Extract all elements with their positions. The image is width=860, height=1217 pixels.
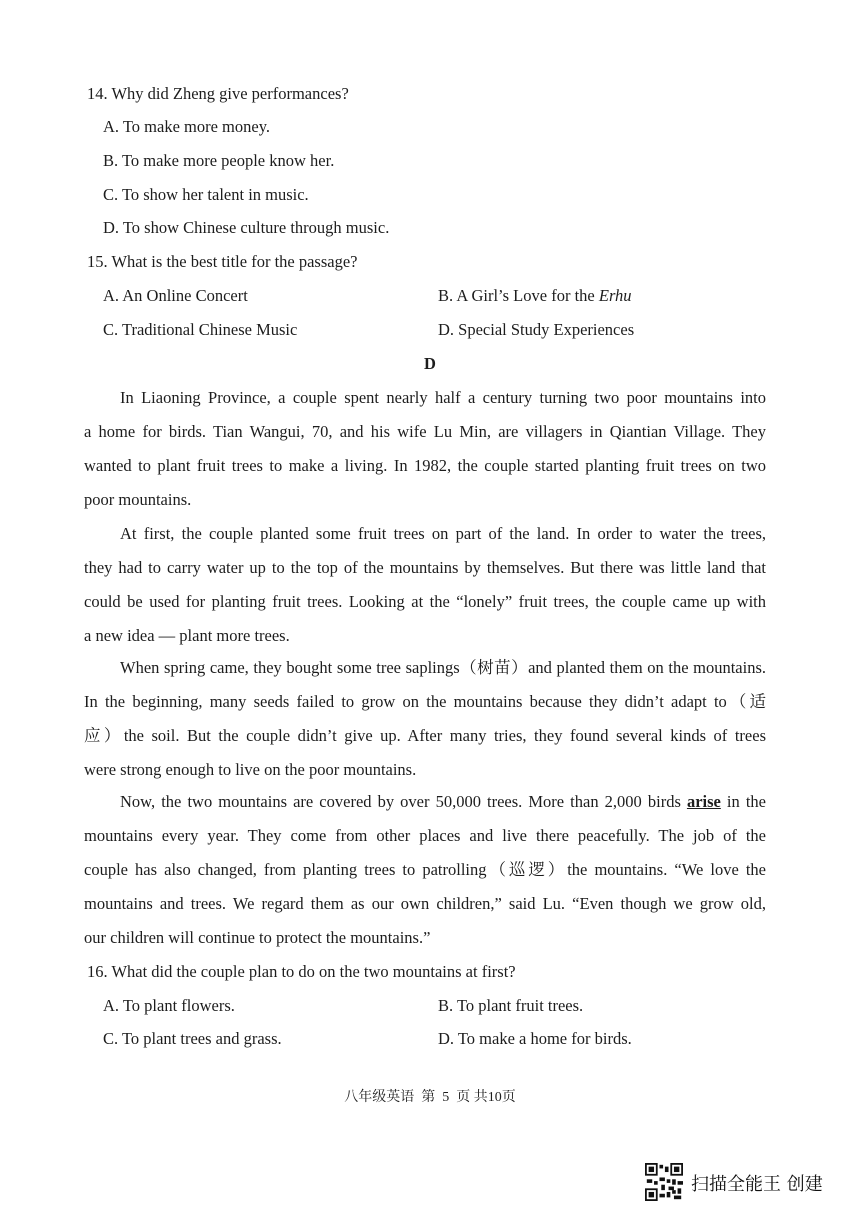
q15-option-a: A. An Online Concert	[103, 286, 248, 305]
q14-option-c: C. To show her talent in music.	[103, 185, 309, 204]
q15-option-d: D. Special Study Experiences	[438, 320, 635, 339]
passage-p3-line-1: When spring came, they bought some tree saplings（树苗）and planted them on the mountains.	[120, 658, 766, 677]
q14-option-b: B. To make more people know her.	[103, 151, 335, 170]
passage-p4-text-after: in the	[720, 792, 766, 811]
q16-option-b: B. To plant fruit trees.	[438, 996, 584, 1015]
q15-option-b-text: B. A Girl’s Love for the	[438, 286, 599, 305]
passage-p1-line-3: wanted to plant fruit trees to make a living. In 1982, the couple started planting fruit trees on two	[84, 456, 766, 475]
passage-p4-text-before: Now, the two mountains are covered by over 50,000 trees. More than 2,000 birds	[120, 792, 687, 811]
passage-p2-line-1: At first, the couple planted some fruit trees on part of the land. In order to water the trees,	[120, 524, 766, 543]
passage-p3-line-3: 应）the soil. But the couple didn’t give up. After many tries, they found several kinds of trees	[84, 726, 766, 745]
q16-option-a: A. To plant flowers.	[103, 996, 235, 1015]
page-footer: 八年级英语 第 5 页 共10页	[344, 1090, 516, 1105]
q14-option-a: A. To make more money.	[103, 117, 271, 136]
passage-p1-line-2: a home for birds. Tian Wangui, 70, and his wife Lu Min, are villagers in Qiantian Village. They	[84, 422, 766, 441]
underlined-word-arise: arise	[686, 792, 721, 811]
q16-option-d: D. To make a home for birds.	[438, 1029, 632, 1048]
passage-p4-line-1	[120, 792, 766, 812]
question-16: 16. What did the couple plan to do on the two mountains at first?	[87, 962, 516, 981]
watermark-brand: 扫描全能王 创建	[691, 1174, 823, 1195]
q15-option-b	[438, 286, 632, 306]
passage-p1-line-1: In Liaoning Province, a couple spent nearly half a century turning two poor mountains into	[120, 388, 766, 407]
qr-code-icon	[645, 1163, 683, 1201]
passage-p4-line-4: mountains and trees. We regard them as our own children,” said Lu. “Even though we grow old,	[84, 894, 766, 913]
question-15: 15. What is the best title for the passage?	[87, 252, 358, 271]
q14-option-d: D. To show Chinese culture through music.	[103, 218, 390, 237]
passage-p2-line-3: could be used for planting fruit trees. Looking at the “lonely” fruit trees, the couple came up with	[84, 592, 766, 611]
passage-p2-line-4: a new idea — plant more trees.	[84, 626, 290, 645]
q15-option-c: C. Traditional Chinese Music	[103, 320, 298, 339]
passage-p4-line-2: mountains every year. They come from other places and live there peacefully. The job of the	[84, 826, 766, 845]
passage-p2-line-2: they had to carry water up to the top of the mountains by themselves. But there was little land that	[84, 558, 766, 577]
passage-p1-line-4: poor mountains.	[84, 490, 192, 509]
section-heading: D	[424, 354, 436, 373]
passage-p4-line-3: couple has also changed, from planting trees to patrolling（巡逻）the mountains. “We love the	[84, 860, 766, 879]
q16-option-c: C. To plant trees and grass.	[103, 1029, 282, 1048]
passage-p4-line-5: our children will continue to protect the mountains.”	[84, 928, 431, 947]
question-14: 14. Why did Zheng give performances?	[87, 84, 349, 103]
passage-p3-line-4: were strong enough to live on the poor mountains.	[84, 760, 417, 779]
passage-p3-line-2: In the beginning, many seeds failed to grow on the mountains because they didn’t adapt to（适	[84, 692, 766, 711]
q15-option-b-italic: Erhu	[598, 286, 632, 305]
